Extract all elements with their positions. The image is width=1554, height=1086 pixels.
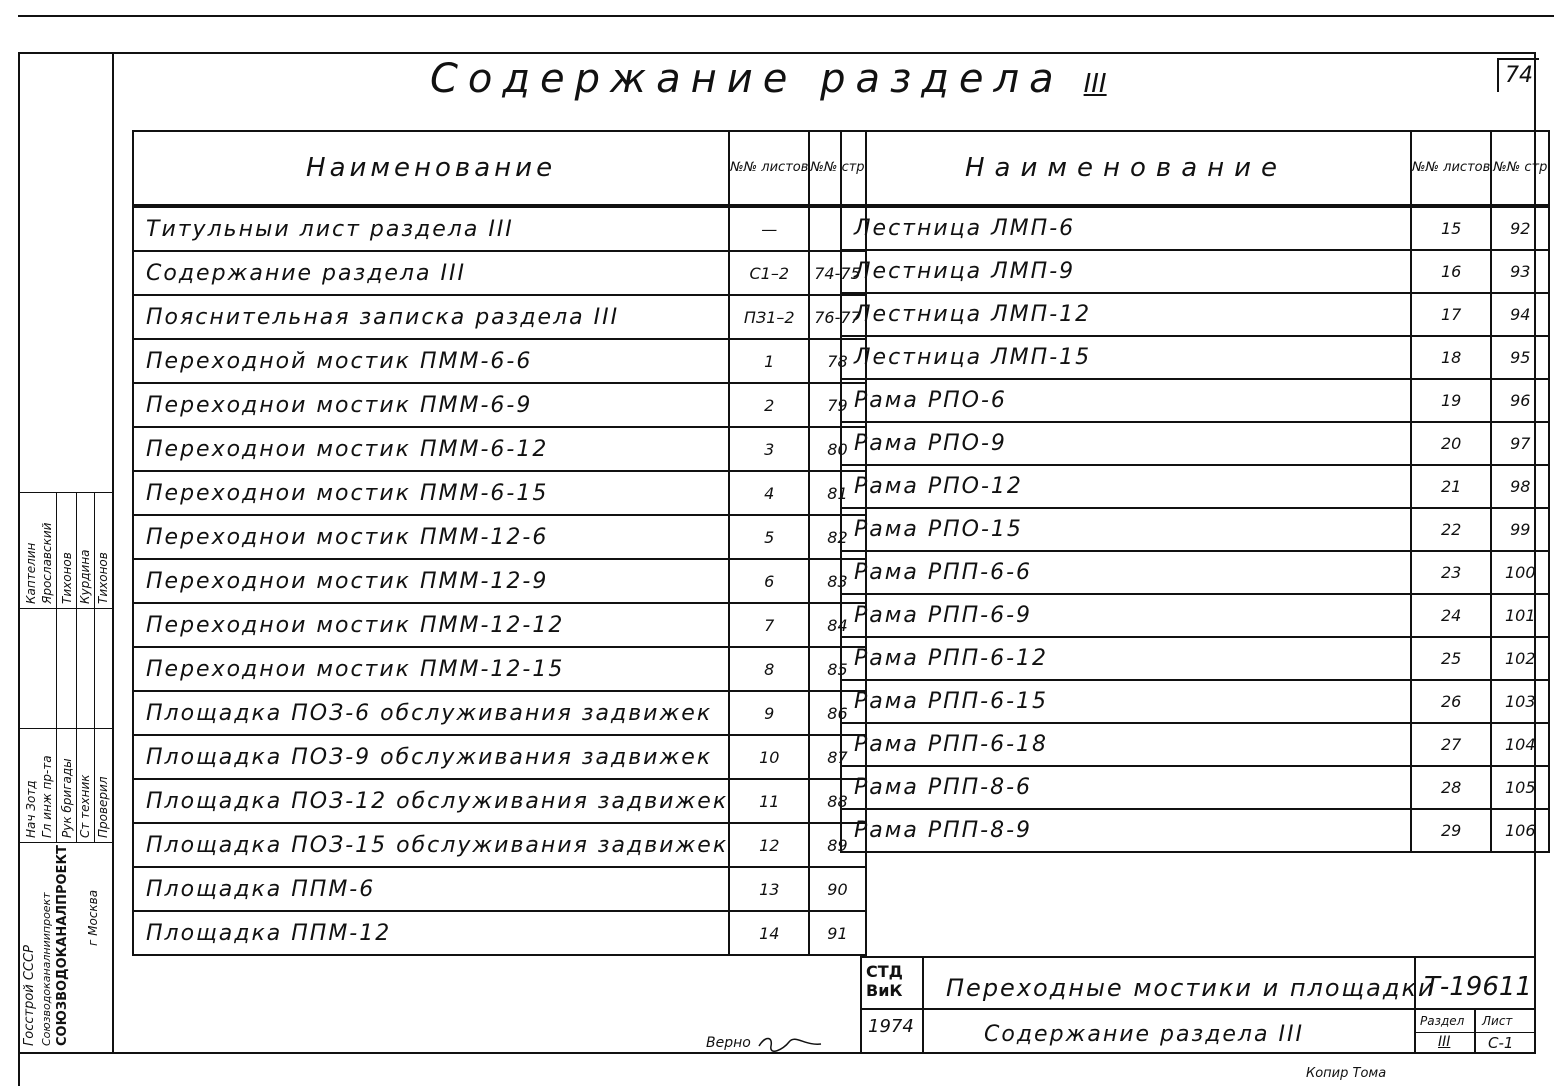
- table-row: [841, 680, 1549, 723]
- header-name: Наименование: [841, 131, 1411, 206]
- stamp-sep3: [18, 842, 112, 843]
- row-name: Рама РПП-8-9: [841, 809, 1411, 852]
- table-row: [841, 551, 1549, 594]
- table-row: [133, 735, 866, 779]
- tb-sheet-title: Содержание раздела III: [984, 1022, 1304, 1047]
- row-sheet: 22: [1411, 508, 1491, 551]
- table-row: [841, 723, 1549, 766]
- row-sheet: 9: [729, 691, 809, 735]
- title-text: Содержание раздела: [430, 56, 1064, 102]
- row-name: Лестница ЛМП-6: [841, 206, 1411, 250]
- tb-v2: [1414, 956, 1416, 1054]
- row-sheet: 4: [729, 471, 809, 515]
- header-sheets: №№ листов: [729, 131, 809, 206]
- frame-left: [18, 52, 20, 1086]
- row-name: Рама РПП-6-12: [841, 637, 1411, 680]
- row-page: 81: [809, 471, 865, 515]
- row-sheet: 10: [729, 735, 809, 779]
- stamp-role-4: Ст техник: [78, 774, 92, 838]
- stamp-org-2: Союзводоканалниипроект: [40, 892, 53, 1046]
- row-sheet: 20: [1411, 422, 1491, 465]
- row-name: Пояснительная записка раздела III: [133, 295, 729, 339]
- table-row: [133, 251, 866, 295]
- tb-top: [860, 956, 1536, 958]
- row-sheet: 26: [1411, 680, 1491, 723]
- stamp-name-2: Ярославский: [40, 522, 54, 604]
- tb-doc-code: Т-19611: [1424, 972, 1532, 1002]
- row-name: Переходнои мостик ПММ-12-6: [133, 515, 729, 559]
- row-name: Лестница ЛМП-15: [841, 336, 1411, 379]
- header-pages: №№ стр: [809, 131, 865, 206]
- stamp-name-5: Тихонов: [96, 552, 110, 604]
- row-page: 104: [1491, 723, 1549, 766]
- row-page: 98: [1491, 465, 1549, 508]
- stamp-name-4: Курдина: [78, 549, 92, 604]
- row-page: 99: [1491, 508, 1549, 551]
- row-page: 92: [1491, 206, 1549, 250]
- row-page: 91: [809, 911, 865, 955]
- stamp-org-1: Госстрой СССР: [22, 945, 37, 1046]
- table-row: [841, 637, 1549, 680]
- row-page: 105: [1491, 766, 1549, 809]
- frame-top: [18, 52, 1536, 54]
- row-name: Площадка ППМ-6: [133, 867, 729, 911]
- row-page: 78: [809, 339, 865, 383]
- top-border: [18, 15, 1554, 17]
- row-name: Рама РПО-6: [841, 379, 1411, 422]
- tb-section-label: Раздел: [1420, 1014, 1465, 1028]
- row-page: 82: [809, 515, 865, 559]
- row-name: Рама РПО-9: [841, 422, 1411, 465]
- title-block: [860, 956, 1536, 1054]
- row-sheet: 29: [1411, 809, 1491, 852]
- tb-standard: СТД ВиК: [866, 962, 903, 1000]
- row-name: Площадка ППМ-12: [133, 911, 729, 955]
- row-sheet: —: [729, 206, 809, 251]
- table-row: [133, 471, 866, 515]
- stamp-col1: [56, 492, 57, 842]
- row-page: 101: [1491, 594, 1549, 637]
- margin-divider: [112, 52, 114, 1052]
- tb-year: 1974: [868, 1016, 914, 1037]
- row-sheet: 11: [729, 779, 809, 823]
- row-page: 87: [809, 735, 865, 779]
- row-sheet: 3: [729, 427, 809, 471]
- row-name: Лестница ЛМП-12: [841, 293, 1411, 336]
- row-sheet: 25: [1411, 637, 1491, 680]
- signature-icon: [755, 1034, 825, 1052]
- table-row: [133, 295, 866, 339]
- row-name: Переходнои мостик ПММ-12-9: [133, 559, 729, 603]
- copy-note: Копир Тома: [1306, 1066, 1387, 1081]
- stamp-name-1: Каптелин: [24, 542, 38, 604]
- table-row: [133, 206, 866, 251]
- row-name: Рама РПП-6-18: [841, 723, 1411, 766]
- row-sheet: 6: [729, 559, 809, 603]
- verified-label: Верно: [706, 1035, 751, 1051]
- stamp-sep2: [18, 728, 112, 729]
- row-sheet: 24: [1411, 594, 1491, 637]
- row-page: 80: [809, 427, 865, 471]
- row-sheet: 19: [1411, 379, 1491, 422]
- tb-section-value: III: [1438, 1034, 1451, 1050]
- row-name: Рама РПО-15: [841, 508, 1411, 551]
- tb-mid-h: [860, 1008, 1536, 1010]
- row-name: Площадка ПОЗ-6 обслуживания задвижек: [133, 691, 729, 735]
- stamp-role-3: Рук бригады: [60, 758, 74, 838]
- table-row: [133, 779, 866, 823]
- stamp-role-1: Нач Зотд: [24, 780, 38, 838]
- row-page: 88: [809, 779, 865, 823]
- row-page: 94: [1491, 293, 1549, 336]
- tb-subject: Переходные мостики и площадки: [946, 974, 1436, 1002]
- left-contents-table: [132, 130, 867, 956]
- table-header-row: [841, 131, 1549, 206]
- tb-sheet-value: С-1: [1488, 1034, 1514, 1052]
- header-pages: №№ стр: [1491, 131, 1549, 206]
- stamp-col3: [94, 492, 95, 842]
- row-sheet: 21: [1411, 465, 1491, 508]
- row-sheet: 14: [729, 911, 809, 955]
- row-name: Рама РПП-6-9: [841, 594, 1411, 637]
- tb-left: [860, 956, 862, 1054]
- table-row: [133, 339, 866, 383]
- row-name: Титульныи лист раздела III: [133, 206, 729, 251]
- row-sheet: 18: [1411, 336, 1491, 379]
- stamp-name-3: Тихонов: [60, 552, 74, 604]
- table-row: [133, 867, 866, 911]
- row-page: 103: [1491, 680, 1549, 723]
- row-sheet: 5: [729, 515, 809, 559]
- table-row: [133, 911, 866, 955]
- row-page: 100: [1491, 551, 1549, 594]
- table-row: [133, 383, 866, 427]
- row-sheet: 16: [1411, 250, 1491, 293]
- row-name: Площадка ПОЗ-12 обслуживания задвижек: [133, 779, 729, 823]
- table-row: [133, 427, 866, 471]
- row-name: Переходной мостик ПММ-6-6: [133, 339, 729, 383]
- stamp-role-2: Гл инж пр-та: [40, 755, 54, 838]
- row-sheet: 28: [1411, 766, 1491, 809]
- table-row: [133, 603, 866, 647]
- row-page: 90: [809, 867, 865, 911]
- table-row: [133, 515, 866, 559]
- table-row: [133, 823, 866, 867]
- table-row: [133, 691, 866, 735]
- row-page: 95: [1491, 336, 1549, 379]
- row-page: 106: [1491, 809, 1549, 852]
- stamp-sep1: [18, 608, 112, 609]
- table-row: [841, 293, 1549, 336]
- verified-note: [706, 1034, 825, 1052]
- table-row: [841, 336, 1549, 379]
- row-name: Переходнои мостик ПММ-12-15: [133, 647, 729, 691]
- table-row: [841, 809, 1549, 852]
- row-name: Переходнои мостик ПММ-6-12: [133, 427, 729, 471]
- row-name: Переходнои мостик ПММ-6-9: [133, 383, 729, 427]
- table-row: [841, 766, 1549, 809]
- row-page: 86: [809, 691, 865, 735]
- tb-sub-h: [1416, 1032, 1536, 1033]
- table-row: [841, 206, 1549, 250]
- table-row: [841, 594, 1549, 637]
- row-name: Переходнои мостик ПММ-6-15: [133, 471, 729, 515]
- row-sheet: С1–2: [729, 251, 809, 295]
- tb-sheet-label: Лист: [1482, 1014, 1513, 1028]
- table-header-row: [133, 131, 866, 206]
- row-sheet: 13: [729, 867, 809, 911]
- table-row: [133, 647, 866, 691]
- row-sheet: 23: [1411, 551, 1491, 594]
- row-name: Рама РПП-6-15: [841, 680, 1411, 723]
- page-number: 74: [1497, 58, 1539, 92]
- stamp-org-4: г Москва: [86, 889, 100, 946]
- stamp-org-3: СОЮЗВОДОКАНАЛПРОЕКТ: [55, 845, 70, 1046]
- row-sheet: 8: [729, 647, 809, 691]
- row-page: 74-75: [809, 251, 865, 295]
- row-page: 84: [809, 603, 865, 647]
- table-row: [841, 379, 1549, 422]
- header-sheets: №№ листов: [1411, 131, 1491, 206]
- row-page: 83: [809, 559, 865, 603]
- page-title: [430, 56, 1107, 102]
- row-page: 96: [1491, 379, 1549, 422]
- row-name: Рама РПП-6-6: [841, 551, 1411, 594]
- right-contents-table: [840, 130, 1550, 853]
- row-name: Рама РПО-12: [841, 465, 1411, 508]
- table-row: [133, 559, 866, 603]
- row-sheet: ПЗ1–2: [729, 295, 809, 339]
- stamp-role-5: Проверил: [96, 776, 110, 838]
- row-sheet: 15: [1411, 206, 1491, 250]
- row-page: 89: [809, 823, 865, 867]
- row-name: Лестница ЛМП-9: [841, 250, 1411, 293]
- row-sheet: 2: [729, 383, 809, 427]
- row-page: 79: [809, 383, 865, 427]
- stamp-top: [18, 492, 112, 493]
- row-page: 85: [809, 647, 865, 691]
- row-sheet: 12: [729, 823, 809, 867]
- table-row: [841, 465, 1549, 508]
- row-sheet: 1: [729, 339, 809, 383]
- tb-v1: [922, 956, 924, 1054]
- row-page: 93: [1491, 250, 1549, 293]
- stamp-col2: [76, 492, 77, 842]
- header-name: Наименование: [133, 131, 729, 206]
- row-name: Рама РПП-8-6: [841, 766, 1411, 809]
- row-name: Площадка ПОЗ-15 обслуживания задвижек: [133, 823, 729, 867]
- table-row: [841, 422, 1549, 465]
- row-page: 97: [1491, 422, 1549, 465]
- row-name: Площадка ПОЗ-9 обслуживания задвижек: [133, 735, 729, 779]
- row-name: Содержание раздела III: [133, 251, 729, 295]
- row-page: 76-77: [809, 295, 865, 339]
- row-sheet: 27: [1411, 723, 1491, 766]
- title-roman: III: [1083, 69, 1107, 99]
- row-sheet: 7: [729, 603, 809, 647]
- row-name: Переходнои мостик ПММ-12-12: [133, 603, 729, 647]
- row-page: 102: [1491, 637, 1549, 680]
- table-row: [841, 508, 1549, 551]
- row-sheet: 17: [1411, 293, 1491, 336]
- table-row: [841, 250, 1549, 293]
